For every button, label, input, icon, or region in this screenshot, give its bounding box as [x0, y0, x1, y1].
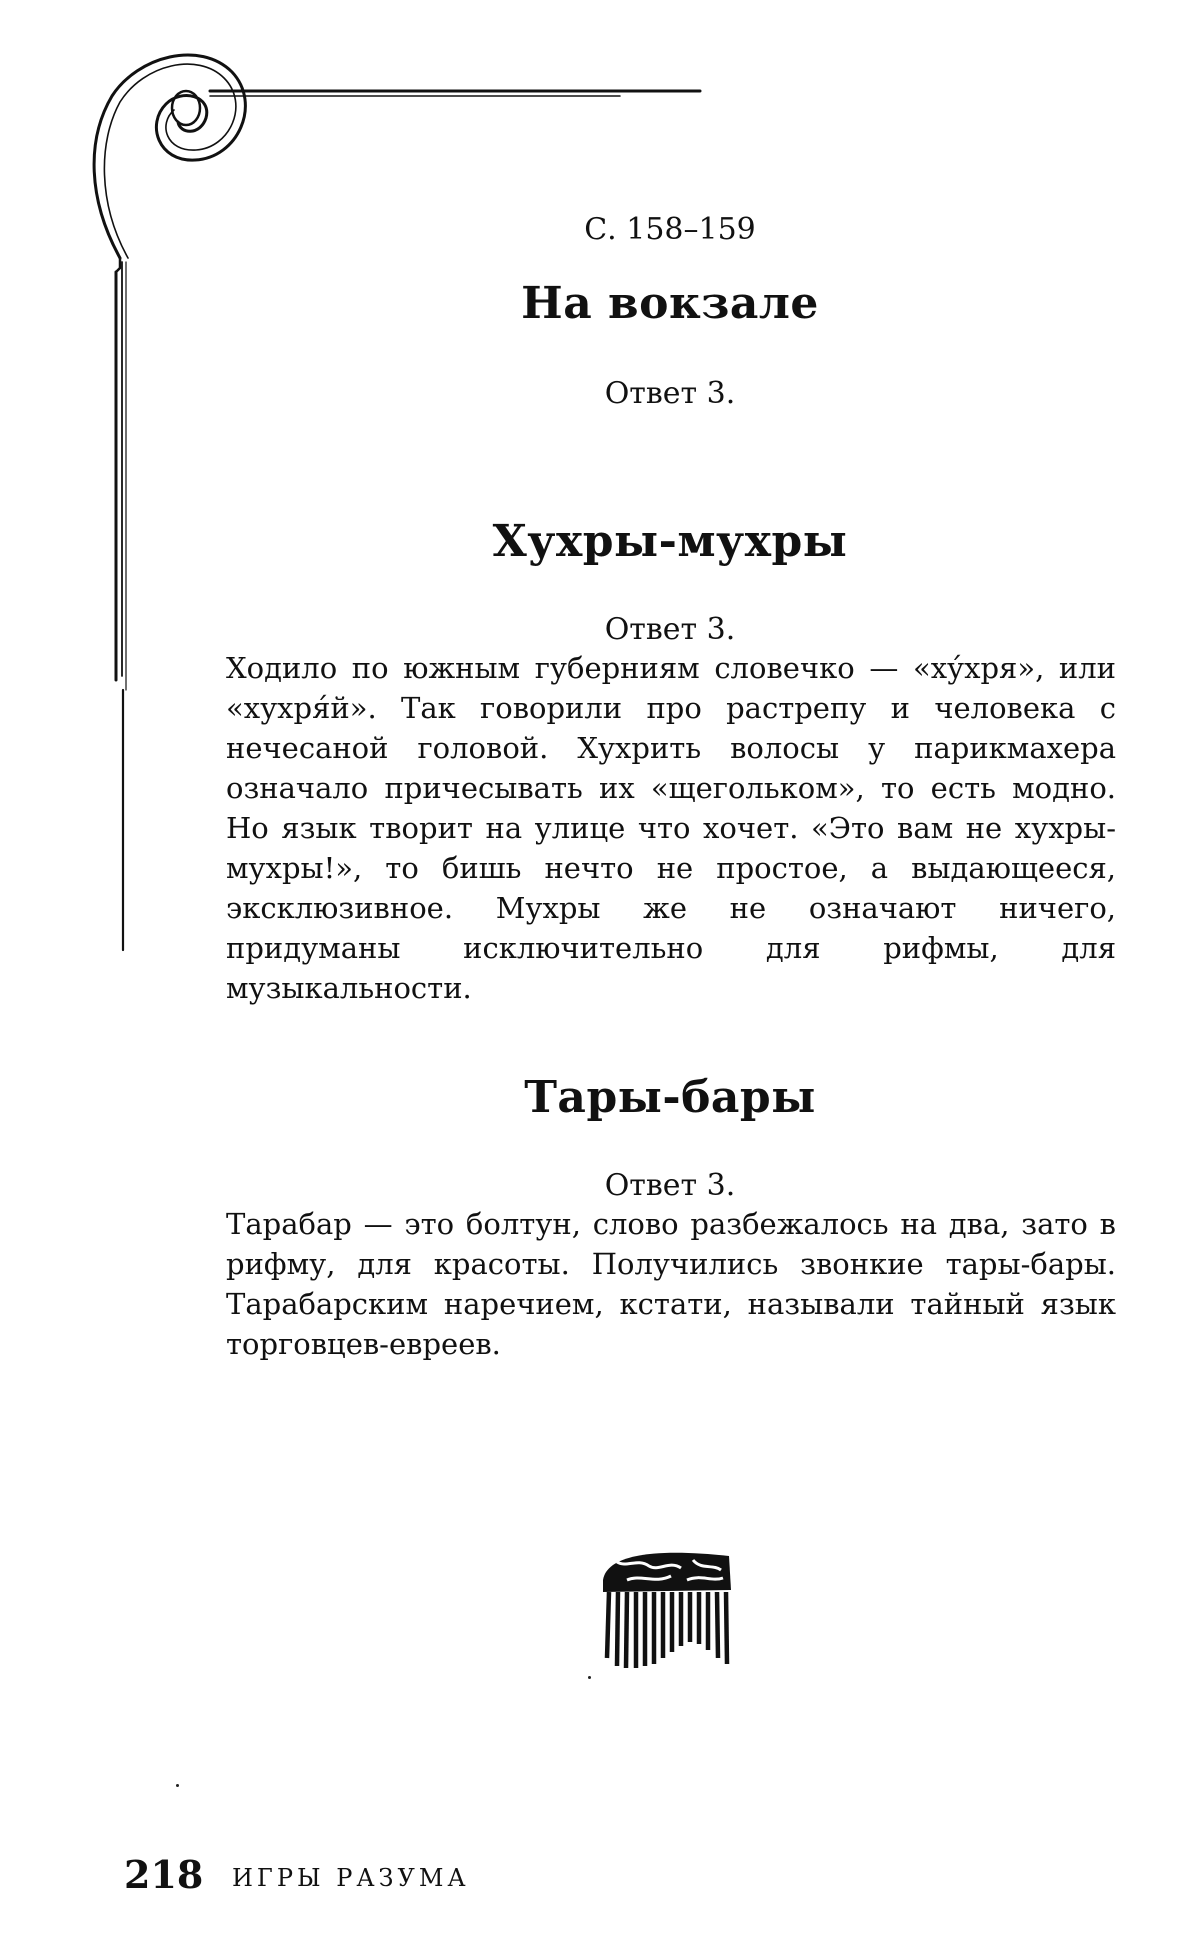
answer-label: Ответ 3. [604, 376, 736, 411]
section-title: Хухры-мухры [492, 516, 848, 567]
paragraph: Ходило по южным губерниям словечко — «ху́хря», или «хухря́й». Так говорили про растрепу и человека с нечесаной головой. Хухрить волосы у парикмахера означало причесывать их «щегольком», то есть модно. Но язык творит на улице что хочет. «Это вам не хухры-мухры!», то бишь нечто не простое, а выдающееся, эксклюзивное. Мухры же не означают ничего, придуманы исключительно для рифмы, для музыкальности. [226, 651, 1116, 1005]
print-speck [176, 1784, 179, 1787]
running-title: ИГРЫ РАЗУМА [232, 1864, 470, 1892]
page-number: 218 [124, 1852, 204, 1897]
answer-label: Ответ 3. [604, 1168, 736, 1203]
section-title: Тары-бары [524, 1072, 816, 1123]
section-title: На вокзале [521, 278, 819, 329]
comb-illustration [597, 1546, 735, 1674]
page-range: С. 158–159 [584, 212, 756, 247]
answer-label: Ответ 3. [604, 612, 736, 647]
paragraph: Тарабар — это болтун, слово разбежалось на два, зато в рифму, для красоты. Получились звонкие тары-бары. Тарабарским наречием, кстати, называли тайный язык торговцев-евреев. [226, 1207, 1116, 1361]
print-speck [588, 1676, 591, 1679]
